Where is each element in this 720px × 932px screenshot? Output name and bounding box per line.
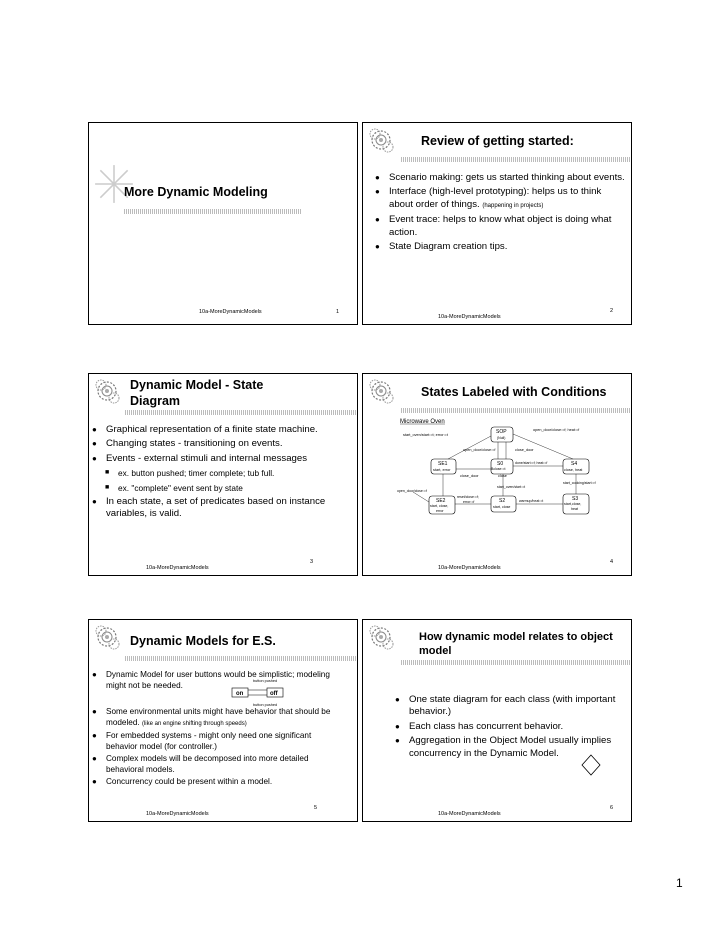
bullet-list — [395, 694, 630, 762]
svg-text:error:=f: error:=f — [463, 500, 475, 504]
bullet-item: ● Some environmental units might have behavior that should be modeled. (like an engine shifting through speeds) — [92, 707, 332, 729]
svg-text:heat: heat — [571, 507, 578, 511]
bullet-item: ● Scenario making: gets us started thinking about events. — [375, 172, 625, 184]
svg-text:button pushed: button pushed — [253, 679, 278, 683]
gear-icon — [92, 376, 122, 406]
state-diagram — [393, 414, 623, 544]
bullet-item: ● Aggregation in the Object Model usually implies concurrency in the Dynamic Model. — [395, 735, 630, 760]
slide-footer: 10a-MoreDynamicModels — [438, 314, 501, 320]
slide-5 — [88, 619, 358, 822]
title-rule — [124, 209, 302, 214]
gear-icon — [92, 622, 122, 652]
slide-title: States Labeled with Conditions — [421, 385, 607, 399]
svg-text:close, heat: close, heat — [564, 468, 583, 472]
slide-title: Dynamic Model - State Diagram — [130, 378, 264, 408]
bullet-note: (like an engine shifting through speeds) — [141, 720, 247, 727]
bullet-item: ● Each class has concurrent behavior. — [395, 721, 630, 733]
bullet-item: ● Event trace: helps to know what object is doing what action. — [375, 214, 625, 239]
svg-text:close: close — [498, 474, 507, 478]
slide-number: 6 — [609, 805, 613, 811]
slide-number: 4 — [609, 559, 613, 565]
svg-text:S0: S0 — [497, 461, 504, 467]
slide-6 — [362, 619, 632, 822]
svg-text:start_oven/start:=t; error:=t: start_oven/start:=t; error:=t — [403, 433, 448, 437]
bullet-item: ● Changing states - transitioning on events. — [92, 438, 354, 450]
slide-number: 1 — [335, 309, 339, 315]
svg-text:S3: S3 — [572, 496, 579, 502]
svg-text:warmup/heat:=t: warmup/heat:=t — [519, 499, 544, 503]
svg-text:error: error — [436, 509, 444, 513]
slide-title: More Dynamic Modeling — [124, 185, 268, 199]
slide-3 — [88, 373, 358, 576]
slide-number: 5 — [313, 805, 317, 811]
slide-footer: 10a-MoreDynamicModels — [199, 309, 262, 315]
page-number: 1 — [676, 876, 683, 890]
svg-text:SOP: SOP — [496, 429, 507, 435]
svg-text:SE1: SE1 — [438, 461, 448, 467]
bullet-list — [92, 424, 354, 523]
gear-icon — [366, 125, 396, 155]
svg-text:close_door: close_door — [460, 474, 479, 478]
slide-footer: 10a-MoreDynamicModels — [438, 811, 501, 817]
bullet-item: ● Concurrency could be present within a model. — [92, 777, 332, 788]
slide-number: 2 — [609, 308, 613, 314]
bullet-note: (happening in projects) — [482, 202, 544, 209]
slide-title: Dynamic Models for E.S. — [130, 634, 276, 648]
title-rule — [401, 660, 632, 665]
slide-footer: 10a-MoreDynamicModels — [438, 565, 501, 571]
svg-text:button pushed: button pushed — [253, 703, 278, 707]
gear-icon — [366, 376, 396, 406]
title-rule — [401, 408, 632, 413]
title-rule — [125, 656, 357, 661]
svg-text:S2: S2 — [499, 498, 506, 504]
bullet-item: ● Graphical representation of a finite state machine. — [92, 424, 354, 436]
bullet-item: ● Interface (high-level prototyping): helps us to think about order of things. (happening in projects) — [375, 186, 625, 212]
bullet-list — [92, 670, 332, 790]
bullet-item: ● State Diagram creation tips. — [375, 241, 625, 253]
svg-text:start, error: start, error — [433, 468, 451, 472]
gear-icon — [366, 622, 396, 652]
svg-text:open_door/close:=f: open_door/close:=f — [397, 489, 427, 493]
bullet-item: ● In each state, a set of predicates based on instance variables, is valid. — [92, 496, 354, 521]
diamond-icon — [581, 754, 601, 776]
svg-text:start_cooking/start:=f: start_cooking/start:=f — [563, 481, 596, 485]
bullet-item: ● One state diagram for each class (with important behavior.) — [395, 694, 630, 719]
slide-title: Review of getting started: — [421, 134, 574, 148]
sub-bullet-item: ■ ex. "complete" event sent by state — [92, 482, 354, 494]
bullet-item: ● Complex models will be decomposed into more detailed behavioral models. — [92, 754, 332, 775]
on-off-diagram — [229, 678, 289, 712]
bullet-item: ● Events - external stimuli and internal messages — [92, 453, 354, 465]
svg-text:start_oven/start:=t: start_oven/start:=t — [497, 485, 526, 489]
slide-1 — [88, 122, 358, 325]
slide-2 — [362, 122, 632, 325]
svg-text:reset/close:=f;: reset/close:=f; — [457, 495, 479, 499]
slide-number: 3 — [309, 559, 313, 565]
svg-text:S4: S4 — [571, 461, 578, 467]
svg-text:close_door: close_door — [515, 448, 534, 452]
svg-text:SE2: SE2 — [436, 498, 446, 504]
slide-4 — [362, 373, 632, 576]
svg-text:open_door/close:=f: open_door/close:=f — [463, 448, 496, 452]
sub-bullet-item: ■ ex. button pushed; timer complete; tub full. — [92, 467, 354, 479]
bullet-list — [375, 172, 625, 255]
svg-text:(Null): (Null) — [497, 436, 506, 440]
slide-title: How dynamic model relates to object model — [419, 631, 613, 657]
diagram-caption: Microwave Oven — [400, 419, 445, 425]
slide-footer: 10a-MoreDynamicModels — [146, 565, 209, 571]
title-rule — [401, 157, 632, 162]
slide-footer: 10a-MoreDynamicModels — [146, 811, 209, 817]
svg-text:open_door/close:=f; heat:=f: open_door/close:=f; heat:=f — [533, 428, 580, 432]
svg-text:start, close: start, close — [493, 505, 511, 509]
bullet-item: ● Dynamic Model for user buttons would be simplistic; modeling might not be needed. — [92, 670, 332, 691]
svg-text:start,close,: start,close, — [564, 502, 582, 506]
svg-text:start, close,: start, close, — [430, 504, 449, 508]
svg-text:Bclose:=t: Bclose:=t — [491, 467, 506, 471]
svg-text:done/start:=f; heat:=f: done/start:=f; heat:=f — [515, 461, 548, 465]
svg-text:on: on — [236, 691, 244, 697]
bullet-item: ● For embedded systems - might only need one significant behavior model (for controller.) — [92, 731, 332, 752]
svg-text:off: off — [270, 691, 278, 697]
title-rule — [125, 410, 357, 415]
